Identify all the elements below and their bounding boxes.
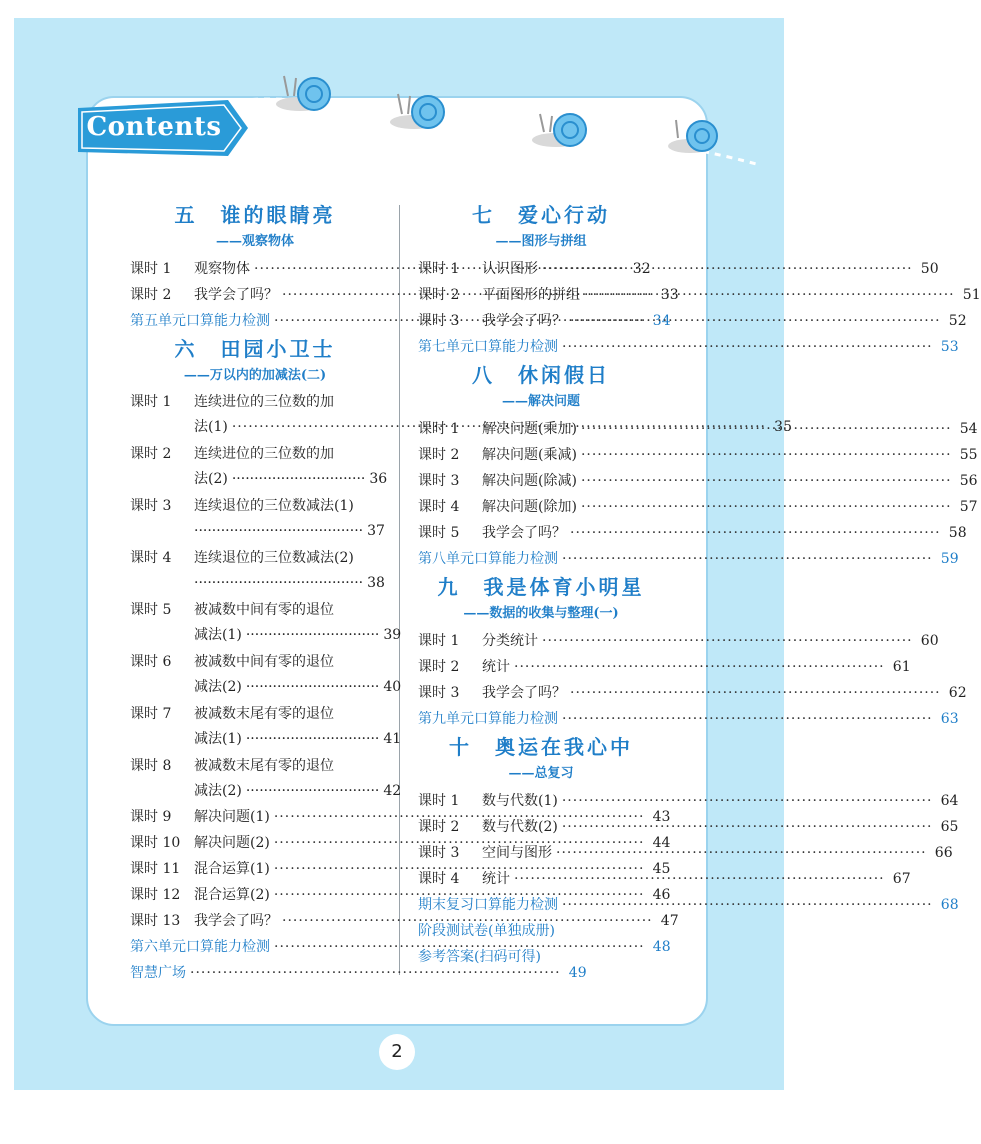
snail-icon-2	[390, 94, 444, 129]
lesson-title: 观察物体	[194, 261, 250, 277]
toc-entry[interactable]: 课时 4 连续退位的三位数减法(2) ······································ 38	[130, 546, 380, 596]
page-ref: 45	[652, 861, 671, 877]
page-ref: 62	[948, 685, 967, 701]
lesson-title: 平面图形的拼组	[482, 287, 580, 303]
lesson-label: 课时 9	[130, 809, 172, 825]
lesson-label: 课时 1	[130, 394, 172, 410]
lesson-title: 统计	[482, 659, 510, 675]
lesson-title: 我学会了吗？	[482, 525, 566, 541]
lesson-title: 连续进位的三位数的加	[194, 446, 334, 462]
toc-entry-test[interactable]	[418, 334, 959, 360]
lesson-title: 统计	[482, 871, 510, 887]
lesson-title: 智慧广场	[130, 965, 186, 981]
lesson-title: 连续退位的三位数减法(2)	[194, 550, 354, 566]
toc-entry[interactable]	[418, 442, 978, 468]
unit-subtitle: ——数据的收集与整理(一)	[463, 606, 619, 621]
lesson-label: 课时 5	[418, 525, 460, 541]
lesson-title: 解决问题(除减)	[482, 473, 577, 489]
lesson-title-cont: 减法(2)	[194, 783, 242, 799]
toc-entry[interactable]	[418, 520, 967, 546]
lesson-label: 课时 3	[418, 313, 460, 329]
lesson-label: 课时 3	[130, 498, 172, 514]
toc-entry[interactable]	[418, 256, 939, 282]
lesson-label: 课时 7	[130, 706, 172, 722]
lesson-label: 课时 12	[130, 887, 181, 903]
lesson-label: 课时 1	[418, 261, 460, 277]
page-ref: 51	[962, 287, 981, 303]
lesson-label: 课时 1	[418, 421, 460, 437]
page-ref: 44	[652, 835, 671, 851]
page-ref: 53	[940, 339, 959, 355]
lesson-label: 课时 4	[130, 550, 172, 566]
page-ref: 42	[383, 783, 402, 799]
page-ref: 67	[892, 871, 911, 887]
lesson-title: 认识图形	[482, 261, 538, 277]
toc-entry[interactable]	[418, 628, 939, 654]
lesson-title-cont: 减法(1)	[194, 731, 242, 747]
page-ref: 64	[940, 793, 959, 809]
toc-entry[interactable]: 课时 8 被减数末尾有零的退位 减法(2) ······························ 42	[130, 754, 380, 804]
lesson-label: 课时 6	[130, 654, 172, 670]
page-ref: 57	[959, 499, 978, 515]
unit-subtitle: ——图形与拼组	[495, 234, 587, 249]
page-ref: 66	[934, 845, 953, 861]
toc-entry[interactable]	[418, 308, 967, 334]
lesson-title: 连续进位的三位数的加	[194, 394, 334, 410]
toc-entry-extra[interactable]	[418, 944, 664, 970]
lesson-label: 课时 2	[418, 447, 460, 463]
page-ref: 63	[940, 711, 959, 727]
lesson-label: 课时 8	[130, 758, 172, 774]
page-ref: 35	[774, 419, 792, 435]
lesson-title: 解决问题(2)	[194, 835, 270, 851]
toc-entry[interactable]: 课时 7 被减数末尾有零的退位 减法(1) ······························ 41	[130, 702, 380, 752]
lesson-title: 数与代数(2)	[482, 819, 558, 835]
page-ref: 33	[660, 287, 679, 303]
lesson-label: 课时 3	[418, 845, 460, 861]
toc-entry[interactable]: 课时 5 被减数中间有零的退位 减法(1) ······························ 39	[130, 598, 380, 648]
lesson-label: 课时 2	[130, 446, 172, 462]
toc-entry[interactable]: 课时 6 被减数中间有零的退位 减法(2) ······························ 40	[130, 650, 380, 700]
page-ref: 43	[652, 809, 671, 825]
page-ref: 65	[940, 819, 959, 835]
toc-entry-test[interactable]	[418, 706, 959, 732]
lesson-title: 混合运算(1)	[194, 861, 270, 877]
lesson-title: 阶段测试卷(单独成册)	[418, 923, 555, 939]
lesson-title: 被减数末尾有零的退位	[194, 706, 334, 722]
page-ref: 58	[948, 525, 967, 541]
lesson-label: 课时 1	[418, 633, 460, 649]
toc-entry[interactable]	[418, 654, 911, 680]
lesson-title: 被减数末尾有零的退位	[194, 758, 334, 774]
toc-entry[interactable]	[418, 494, 978, 520]
lesson-label: 课时 4	[418, 499, 460, 515]
snail-icon-1	[276, 76, 330, 111]
toc-entry[interactable]: 课时 2 连续进位的三位数的加 法(2) ······························ 36	[130, 442, 380, 492]
page-ref: 55	[959, 447, 978, 463]
lesson-title-cont: 法(2)	[194, 471, 228, 487]
page-ref: 34	[652, 313, 671, 329]
snail-icon-4	[668, 120, 717, 153]
lesson-title: 数与代数(1)	[482, 793, 558, 809]
page-ref: 59	[940, 551, 959, 567]
toc-entry[interactable]	[418, 468, 978, 494]
lesson-title-cont: 法(1)	[194, 419, 228, 435]
unit-title: 十 奥运在我心中	[449, 735, 633, 759]
page-ref: 40	[383, 679, 402, 695]
unit-title: 五 谁的眼睛亮	[174, 203, 336, 227]
toc-entry-test[interactable]	[130, 960, 587, 986]
lesson-title: 第六单元口算能力检测	[130, 939, 270, 955]
toc-entry[interactable]	[418, 788, 959, 814]
lesson-label: 课时 4	[418, 871, 460, 887]
page-ref: 39	[383, 627, 402, 643]
lesson-label: 课时 10	[130, 835, 181, 851]
snail-icon-3	[532, 114, 586, 147]
page-ref: 32	[632, 261, 651, 277]
lesson-label: 课时 2	[418, 287, 460, 303]
lesson-label: 课时 5	[130, 602, 172, 618]
lesson-title: 混合运算(2)	[194, 887, 270, 903]
lesson-title: 解决问题(1)	[194, 809, 270, 825]
lesson-title: 第九单元口算能力检测	[418, 711, 558, 727]
page-number: 2	[379, 1034, 415, 1070]
page-ref: 48	[652, 939, 671, 955]
unit-subtitle: ——万以内的加减法(二)	[183, 368, 327, 383]
page-ref: 36	[369, 471, 388, 487]
lesson-title: 解决问题(乘减)	[482, 447, 577, 463]
lesson-title: 第八单元口算能力检测	[418, 551, 558, 567]
page-ref: 41	[383, 731, 402, 747]
page-ref: 56	[959, 473, 978, 489]
unit-subtitle: ——解决问题	[501, 394, 580, 409]
toc-entry[interactable]	[418, 680, 967, 706]
toc-entry[interactable]: 课时 3 连续退位的三位数减法(1) ······································ 37	[130, 494, 380, 544]
lesson-title-cont: 减法(1)	[194, 627, 242, 643]
toc-entry-extra[interactable]	[418, 918, 664, 944]
lesson-label: 课时 3	[418, 473, 460, 489]
page-ref: 52	[948, 313, 967, 329]
lesson-label: 课时 1	[130, 261, 172, 277]
unit-title: 八 休闲假日	[472, 363, 610, 387]
page-ref: 50	[920, 261, 939, 277]
lesson-title: 解决问题(除加)	[482, 499, 577, 515]
contents-title: Contents	[86, 112, 222, 142]
page-ref: 61	[892, 659, 911, 675]
page-ref: 46	[652, 887, 671, 903]
lesson-title: 第五单元口算能力检测	[130, 313, 270, 329]
lesson-label: 课时 2	[418, 659, 460, 675]
toc-entry[interactable]: 课时 1 连续进位的三位数的加 法(1) ····· ······························ 35	[130, 390, 380, 440]
lesson-label: 课时 2	[130, 287, 172, 303]
lesson-title: 我学会了吗？	[194, 287, 278, 303]
unit-subtitle: ——总复习	[508, 766, 574, 781]
lesson-title: 空间与图形	[482, 845, 552, 861]
toc-entry-test[interactable]	[418, 546, 959, 572]
lesson-title: 连续退位的三位数减法(1)	[194, 498, 354, 514]
page-ref: 47	[660, 913, 679, 929]
lesson-title: 我学会了吗？	[482, 685, 566, 701]
page-ref: 37	[367, 523, 385, 539]
lesson-title: 我学会了吗？	[482, 313, 566, 329]
lesson-label: 课时 2	[418, 819, 460, 835]
page-ref: 68	[940, 897, 959, 913]
unit-title: 六 田园小卫士	[174, 337, 336, 361]
lesson-title-cont: 减法(2)	[194, 679, 242, 695]
unit-title: 七 爱心行动	[472, 203, 610, 227]
lesson-label: 课时 13	[130, 913, 181, 929]
lesson-title: 我学会了吗？	[194, 913, 278, 929]
lesson-label: 课时 3	[418, 685, 460, 701]
lesson-title: 解决问题(乘加)	[482, 421, 577, 437]
page-ref: 49	[568, 965, 587, 981]
page-ref: 60	[920, 633, 939, 649]
unit-subtitle: ——观察物体	[215, 234, 294, 249]
page-ref: 54	[959, 421, 978, 437]
lesson-label: 课时 1	[418, 793, 460, 809]
lesson-title: 分类统计	[482, 633, 538, 649]
page-ref: 38	[367, 575, 385, 591]
lesson-title: 第七单元口算能力检测	[418, 339, 558, 355]
lesson-title: 期末复习口算能力检测	[418, 897, 558, 913]
unit-title: 九 我是体育小明星	[437, 575, 645, 599]
lesson-title: 参考答案(扫码可得)	[418, 949, 541, 965]
lesson-title: 被减数中间有零的退位	[194, 602, 334, 618]
lesson-label: 课时 11	[130, 861, 181, 877]
lesson-title: 被减数中间有零的退位	[194, 654, 334, 670]
